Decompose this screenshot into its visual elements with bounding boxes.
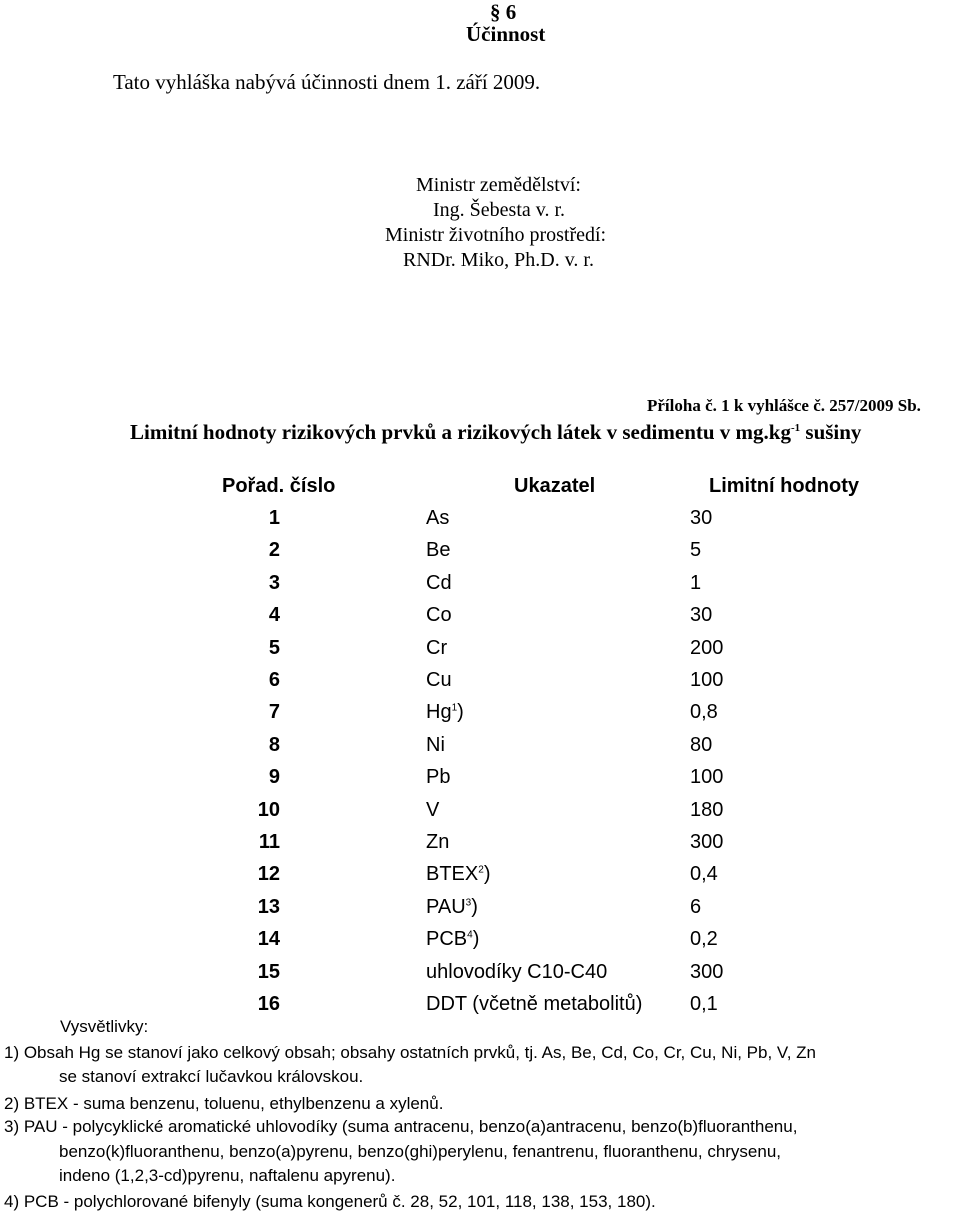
annex-title-tail: sušiny: [800, 420, 862, 444]
notes-label: Vysvětlivky:: [60, 1017, 149, 1036]
note-3-continued-a: benzo(k)fluoranthenu, benzo(a)pyrenu, benzo(ghi)perylenu, fenantrenu, fluoranthenu, chrysenu,: [59, 1142, 782, 1161]
indicator-name: V: [426, 799, 440, 821]
footnote-marker-paren: ): [457, 701, 464, 723]
table-cell-limit: 6: [690, 896, 702, 918]
note-1: 1) Obsah Hg se stanoví jako celkový obsah; obsahy ostatních prvků, tj. As, Be, Cd, Co, Cr, Cu, Ni, Pb, V, Zn: [4, 1043, 816, 1062]
indicator-name: Cr: [426, 637, 448, 659]
signature-minister-environment-title: Ministr životního prostředí:: [385, 224, 607, 246]
table-cell-limit: 200: [690, 637, 724, 659]
table-cell-order-number: 9: [268, 766, 280, 788]
table-cell-order-number: 11: [258, 831, 280, 853]
table-cell-order-number: 12: [257, 863, 280, 885]
indicator-name: BTEX: [426, 863, 479, 885]
table-cell-limit: 300: [690, 961, 724, 983]
table-cell-order-number: 1: [268, 507, 280, 529]
table-cell-order-number: 16: [257, 993, 280, 1015]
table-cell-indicator: [426, 831, 449, 854]
table-cell-indicator: [426, 507, 449, 530]
note-1-continued: se stanoví extrakcí lučavkou královskou.: [59, 1067, 364, 1086]
annex-title: [130, 420, 861, 445]
section-number: § 6: [490, 0, 517, 24]
table-header-order-number: Pořad. číslo: [222, 475, 336, 497]
table-cell-limit: 0,4: [690, 863, 718, 885]
indicator-name: As: [426, 507, 450, 529]
indicator-name: Be: [426, 539, 451, 561]
table-cell-indicator: [426, 799, 439, 822]
footnote-marker-paren: ): [471, 896, 478, 918]
table-cell-indicator: [426, 896, 478, 919]
table-cell-limit: 0,1: [690, 993, 718, 1015]
footnote-marker: 2: [478, 864, 484, 876]
annex-title-main: Limitní hodnoty rizikových prvků a rizikových látek v sedimentu v mg.kg: [130, 420, 791, 444]
indicator-name: Co: [426, 604, 452, 626]
table-cell-order-number: 2: [268, 539, 280, 561]
table-cell-limit: 5: [690, 539, 702, 561]
table-cell-order-number: 7: [268, 701, 280, 723]
indicator-name: Zn: [426, 831, 450, 853]
table-cell-order-number: 8: [268, 734, 280, 756]
footnote-marker-paren: ): [472, 928, 480, 950]
signature-minister-agriculture-name: Ing. Šebesta v. r.: [433, 199, 566, 221]
table-cell-indicator: [426, 993, 642, 1016]
table-cell-indicator: [426, 766, 450, 789]
table-cell-limit: 80: [690, 734, 713, 756]
note-3-continued-b: indeno (1,2,3-cd)pyrenu, naftalenu apyrenu).: [59, 1166, 396, 1185]
table-cell-indicator: [426, 572, 452, 595]
section-heading: Účinnost: [466, 22, 546, 46]
table-cell-indicator: [426, 637, 447, 660]
table-cell-limit: 180: [690, 799, 724, 821]
footnote-marker: 4: [467, 929, 473, 941]
indicator-name: uhlovodíky C10-C40: [426, 961, 608, 983]
indicator-name: Pb: [426, 766, 451, 788]
indicator-name: Hg: [426, 701, 452, 723]
table-cell-limit: 30: [690, 604, 713, 626]
indicator-name: Cd: [426, 572, 452, 594]
indicator-name: PAU: [426, 896, 466, 918]
table-cell-order-number: 6: [268, 669, 280, 691]
signature-minister-agriculture-title: Ministr zemědělství:: [416, 174, 581, 196]
signature-minister-environment-name: RNDr. Miko, Ph.D. v. r.: [403, 249, 594, 271]
table-cell-limit: 100: [690, 669, 724, 691]
annex-reference: Příloha č. 1 k vyhlášce č. 257/2009 Sb.: [647, 396, 921, 415]
effective-clause: Tato vyhláška nabývá účinnosti dnem 1. září 2009.: [113, 70, 541, 94]
indicator-name: Ni: [426, 734, 445, 756]
footnote-marker: 1: [451, 702, 458, 714]
table-cell-indicator: [426, 928, 479, 951]
indicator-name: Cu: [426, 669, 452, 691]
table-cell-indicator: [426, 669, 452, 692]
table-cell-limit: 1: [690, 572, 702, 594]
table-cell-indicator: [426, 539, 450, 562]
note-2: 2) BTEX - suma benzenu, toluenu, ethylbenzenu a xylenů.: [4, 1094, 444, 1113]
table-cell-indicator: [426, 604, 452, 627]
table-cell-order-number: 3: [268, 572, 280, 594]
note-4: 4) PCB - polychlorované bifenyly (suma kongenerů č. 28, 52, 101, 118, 138, 153, 180).: [4, 1192, 656, 1211]
indicator-name: PCB: [426, 928, 468, 950]
table-cell-indicator: [426, 734, 445, 757]
table-cell-limit: 0,8: [690, 701, 718, 723]
table-cell-order-number: 10: [257, 799, 280, 821]
table-cell-order-number: 4: [268, 604, 280, 626]
table-header-indicator: Ukazatel: [514, 475, 596, 497]
indicator-name: DDT (včetně metabolitů): [426, 993, 643, 1015]
table-cell-indicator: [426, 961, 607, 984]
table-cell-indicator: [426, 701, 464, 724]
table-cell-limit: 300: [690, 831, 724, 853]
table-cell-limit: 30: [690, 507, 713, 529]
table-cell-limit: 0,2: [690, 928, 718, 950]
footnote-marker: 3: [465, 897, 472, 909]
table-cell-indicator: [426, 863, 490, 886]
annex-title-superscript: -1: [790, 422, 801, 434]
table-cell-order-number: 15: [257, 961, 280, 983]
table-cell-order-number: 13: [257, 896, 280, 918]
table-header-limit: Limitní hodnoty: [709, 475, 859, 497]
table-cell-limit: 100: [690, 766, 724, 788]
table-cell-order-number: 5: [268, 637, 280, 659]
table-cell-order-number: 14: [257, 928, 280, 950]
note-3: 3) PAU - polycyklické aromatické uhlovodíky (suma antracenu, benzo(a)antracenu, benzo(b)fluoranthenu,: [4, 1117, 798, 1136]
footnote-marker-paren: ): [483, 863, 491, 885]
